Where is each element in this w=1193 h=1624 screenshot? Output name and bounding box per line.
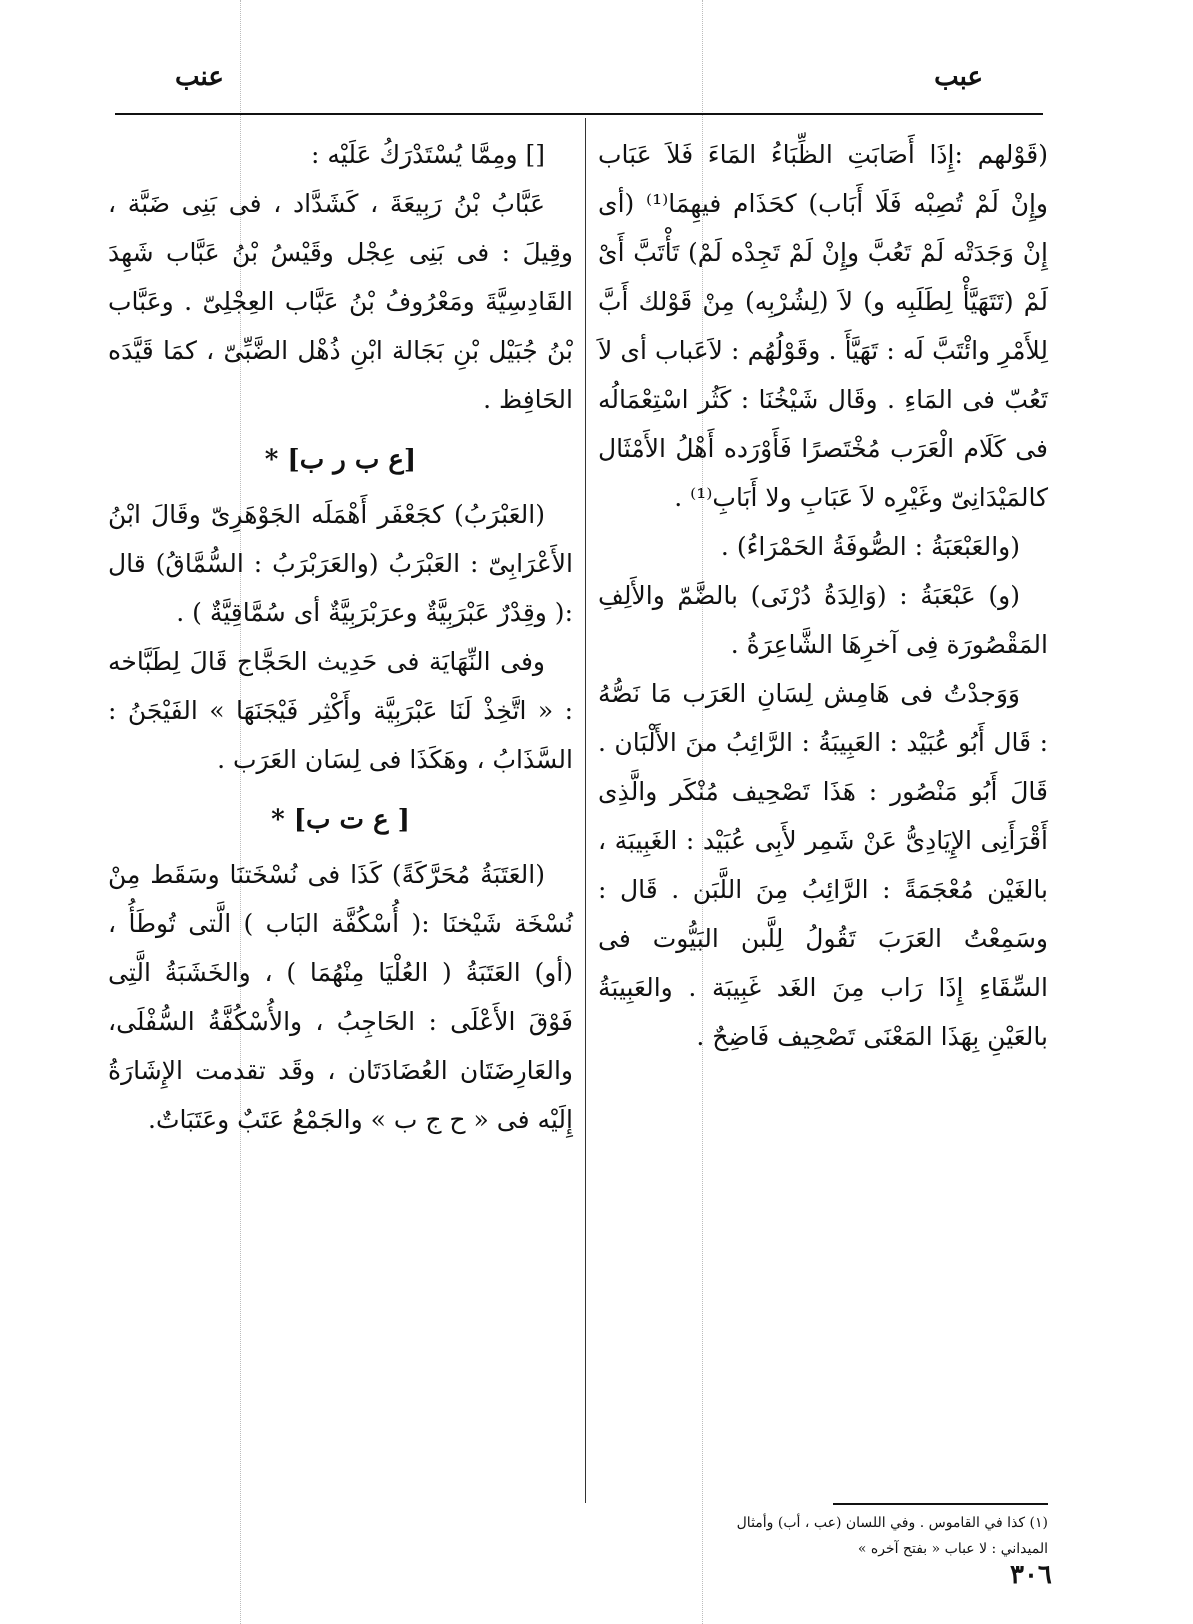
entry-paragraph: عَبَّابُ بْنُ رَبِيعَةَ ، كَشَدَّاد ، فى بَنِى ضَبَّة ، وقِيلَ : فى بَنِى عِجْل وقَيْسُ بْنُ عَبَّاب شَهِدَ القَادِسِيَّةَ ومَعْرُوفُ بْنُ عَبَّاب العِجْلِىّ . وعَبَّاب بْنُ جُبَيْل بْنِ بَجَالة ابْنِ ذُهْل الضَّبِّىّ ، كمَا قَيَّدَه الحَافِظ . — [108, 189, 573, 414]
footnote-rule — [833, 1503, 1048, 1505]
right-column — [598, 130, 1048, 1061]
footnote: (١) كذا في القاموس . وفي اللسان (عب ، أب) وأمثال الميداني : لا عباب « بفتح آخره » — [736, 1515, 1048, 1557]
entry-paragraph: (قَوْلهم :إِذَا أَصَابَتِ الظِّبَاءُ المَاءَ فَلاَ عَبَاب وإِنْ لَمْ تُصِبْه فَلَا أَبَاب) كحَذَام فيهِمَا⁽¹⁾ (أى إِنْ وَجَدَتْه لَمْ تَعُبَّ وإِنْ لَمْ تَجِدْه لَمْ) تَأْتَبَّ أَىْ لَمْ (تَتَهَيَّأْ لِطَلَبِه و) لاَ (لِشُرْبِه) مِنْ قَوْلك أَبَّ لِلأَمْرِ وائْتَبَّ لَه : تَهَيَّأَ . وقَوْلُهُم : لاَعَباب أى لاَ تَعُبّ فى المَاءِ . وقَال شَيْخُنَا : كَثُر اسْتِعْمَالُه فى كَلَام الْعَرَب مُخْتَصرًا فَأَوْرَده أَهْلُ الأَمْثَال كالمَيْدَانِىّ وغَيْرِه لاَ عَبَابِ ولا أَبَابِ⁽¹⁾ . — [598, 140, 1048, 512]
root-heading: [ع ب ر ب] * — [264, 445, 417, 475]
entry-paragraph: (والعَبْعَبَةُ : الصُّوفَةُ الحَمْرَاءُ) . — [720, 532, 1020, 561]
supplement-heading: [] ومِمَّا يُسْتَدْرَكُ عَلَيْه : — [311, 140, 545, 169]
page-number: ٣٠٦ — [1010, 1560, 1052, 1590]
entry-paragraph: (و) عَبْعَبَةُ : (وَالِدَةُ دُرْنَى) بالضَّمّ والأَلِفِ المَقْصُورَة فِى آخرِهَا الشَّاعِرَةُ . — [598, 581, 1048, 659]
root-heading: [ ع ت ب] * — [271, 805, 410, 835]
entry-paragraph: وَوَجدْتُ فى هَامِش لِسَانِ العَرَب مَا نَصُّهُ : قَال أَبُو عُبَيْد : العَبِيبَةُ : الرَّائِبُ منَ الأَلْبَان . قَالَ أَبُو مَنْصُور : هَذَا تَصْحِيف مُنْكَر والَّذِى أَقْرَأَنِى الإِيَادِىُّ عَنْ شَمِر لأَبِى عُبَيْد : الغَبِيبَة ، بالغَيْن مُعْجَمَةً : الرَّائِبُ مِنَ اللَّبَن . قَال : وسَمِعْتُ العَرَبَ تَقُولُ لِلَّبن البَيُّوت فى السِّقَاءِ إِذَا رَاب مِنَ الغَد غَبِيبَة . والعَبِيبَةُ بالعَيْنِ بِهَذَا المَعْنَى تَصْحِيف فَاضِحٌ . — [598, 679, 1048, 1051]
header-left-word: عنب — [175, 62, 224, 92]
entry-paragraph: وفى النِّهَايَة فى حَدِيث الحَجَّاج قَالَ لِطَبَّاخه : « اتَّخِذْ لَنَا عَبْرَبِيَّة وأَكْثِر فَيْجَنَهَا » الفَيْجَنُ : السَّذَابُ ، وهَكَذَا فى لِسَان العَرَب . — [108, 647, 573, 774]
left-column — [108, 130, 573, 1144]
entry-paragraph: (العَتَبَةُ مُحَرَّكَةً) كَذَا فى نُسْخَتنَا وسَقَط مِنْ نُسْخَة شَيْخنَا :( أُسْكُفَّة البَاب ) الَّتى تُوطَأُ ، (أو) العَتَبَةُ ( العُلْيَا مِنْهُمَا ) ، والخَشَبَةُ الَّتِى فَوْقَ الأَعْلَى : الحَاجِبُ ، والأُسْكُفَّةُ السُّفْلَى، والعَارِضَتَان العُضَادَتَان ، وقَد تقدمت الإِشَارَةُ إِلَيْه فى « ح ج ب » والجَمْعُ عَتَبٌ وعَتَبَاتٌ. — [108, 860, 573, 1134]
header-rule — [115, 113, 1043, 115]
column-divider — [585, 118, 586, 1503]
header-right-word: عبب — [934, 62, 983, 92]
entry-paragraph: (العَبْرَبُ) كجَعْفَر أَهْمَلَه الجَوْهَرِىّ وقَالَ ابْنُ الأَعْرَابِىّ : العَبْرَبُ (والعَرَبْرَبُ : السُّمَّاقُ) قال :( وقِدْرٌ عَبْرَبِيَّةٌ وعرَبْرَبِيَّةٌ أى سُمَّاقِيَّةٌ ) . — [108, 500, 573, 627]
